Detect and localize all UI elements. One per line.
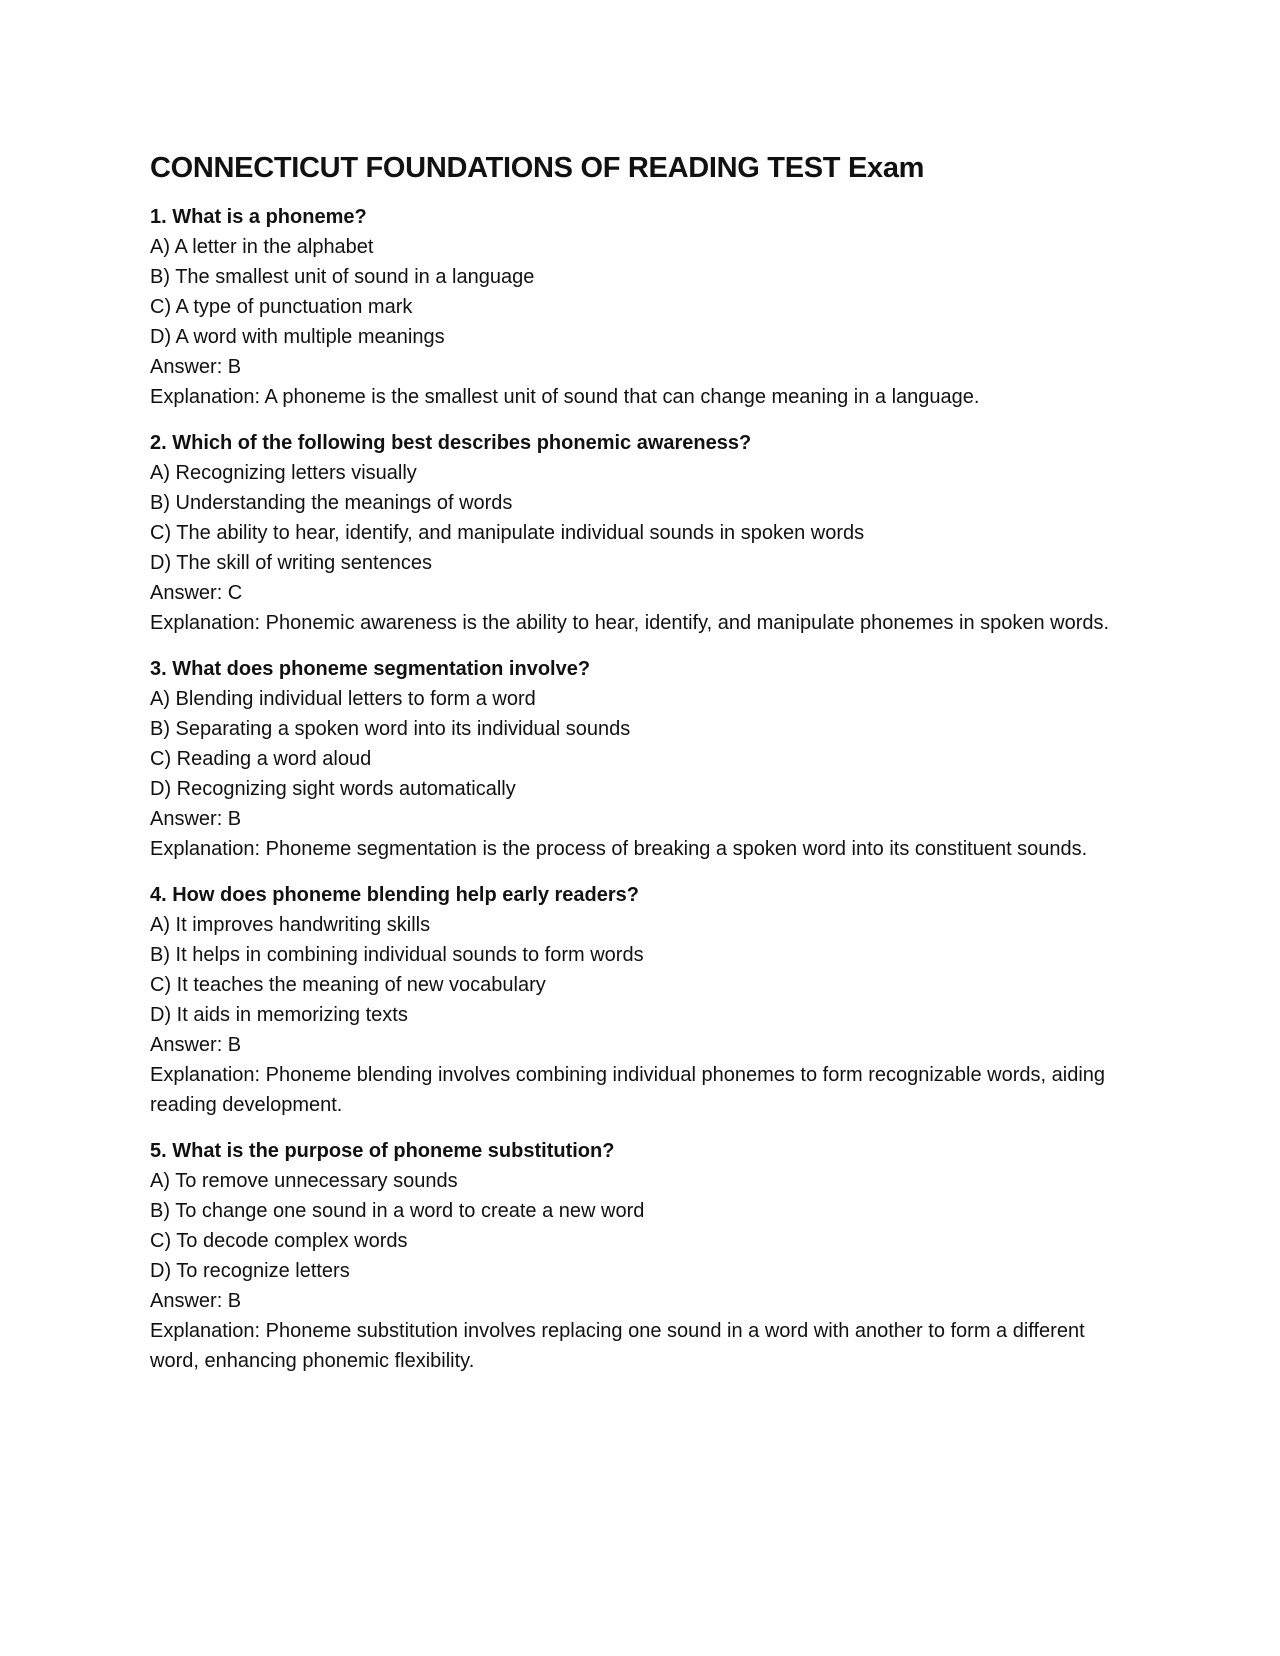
option-c: C) It teaches the meaning of new vocabulary [150, 974, 546, 996]
option-c: C) The ability to hear, identify, and manipulate individual sounds in spoken words [150, 522, 865, 544]
question-text: 5. What is the purpose of phoneme substitution? [150, 1140, 615, 1162]
question-text: 1. What is a phoneme? [150, 206, 367, 228]
question-text: 3. What does phoneme segmentation involve? [150, 658, 591, 680]
option-c: C) To decode complex words [150, 1230, 408, 1252]
option-c: C) Reading a word aloud [150, 748, 372, 770]
option-a: A) A letter in the alphabet [150, 236, 374, 258]
question-text: 4. How does phoneme blending help early readers? [150, 884, 640, 906]
option-b: B) Separating a spoken word into its individual sounds [150, 718, 631, 740]
option-b: B) It helps in combining individual sounds to form words [150, 944, 644, 966]
question-3 [150, 654, 1130, 864]
option-d: D) Recognizing sight words automatically [150, 778, 516, 800]
option-a: A) Blending individual letters to form a word [150, 688, 536, 710]
answer: Answer: B [150, 1034, 242, 1056]
option-a: A) To remove unnecessary sounds [150, 1170, 458, 1192]
question-2 [150, 428, 1130, 638]
option-b: B) To change one sound in a word to create a new word [150, 1200, 645, 1222]
question-4 [150, 880, 1130, 1120]
option-d: D) A word with multiple meanings [150, 326, 445, 348]
option-d: D) It aids in memorizing texts [150, 1004, 408, 1026]
option-d: D) To recognize letters [150, 1260, 350, 1282]
document-page [150, 150, 1130, 1392]
option-a: A) It improves handwriting skills [150, 914, 431, 936]
option-b: B) Understanding the meanings of words [150, 492, 513, 514]
explanation: Explanation: Phonemic awareness is the ability to hear, identify, and manipulate phonemes in spoken words. [150, 612, 1110, 634]
question-1 [150, 202, 1130, 412]
option-c: C) A type of punctuation mark [150, 296, 413, 318]
document-title: CONNECTICUT FOUNDATIONS OF READING TEST Exam [150, 152, 925, 184]
explanation: Explanation: Phoneme blending involves combining individual phonemes to form recognizable words, aiding reading development. [150, 1064, 1106, 1116]
answer: Answer: B [150, 808, 242, 830]
answer: Answer: B [150, 1290, 242, 1312]
option-a: A) Recognizing letters visually [150, 462, 417, 484]
question-5 [150, 1136, 1130, 1376]
explanation: Explanation: Phoneme segmentation is the process of breaking a spoken word into its constituent sounds. [150, 838, 1088, 860]
answer: Answer: B [150, 356, 242, 378]
answer: Answer: C [150, 582, 243, 604]
option-b: B) The smallest unit of sound in a language [150, 266, 535, 288]
explanation: Explanation: A phoneme is the smallest unit of sound that can change meaning in a language. [150, 386, 980, 408]
option-d: D) The skill of writing sentences [150, 552, 432, 574]
explanation: Explanation: Phoneme substitution involves replacing one sound in a word with another to form a different word, enhancing phonemic flexibility. [150, 1320, 1085, 1372]
question-text: 2. Which of the following best describes phonemic awareness? [150, 432, 752, 454]
